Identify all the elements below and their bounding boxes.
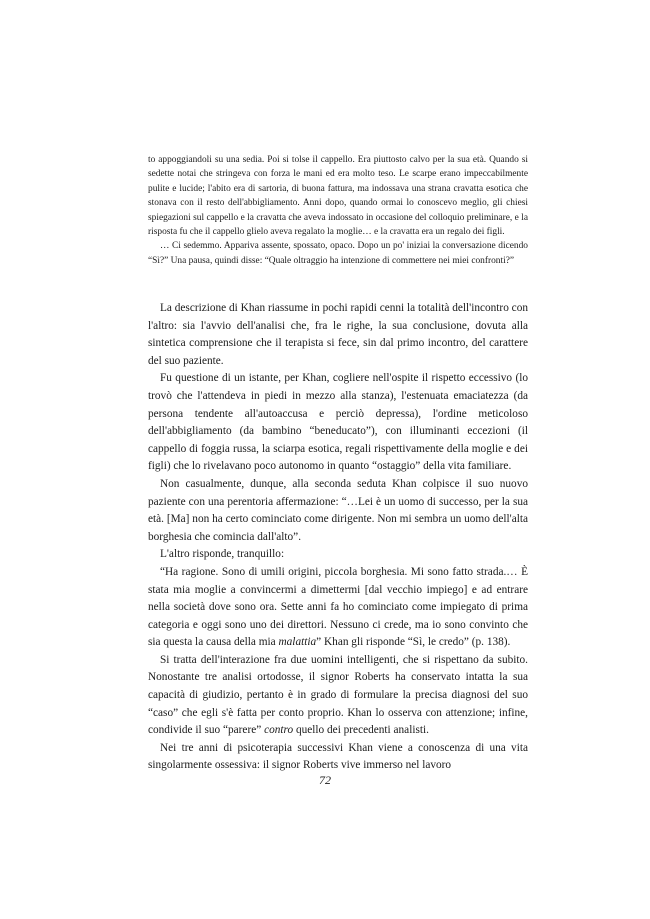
body-paragraph-7: Nei tre anni di psicoterapia successivi Khan viene a conoscenza di una vita singolarmente ossessiva: il signor Roberts vive immerso nel lavoro (148, 741, 528, 772)
body-paragraph-2: Fu questione di un istante, per Khan, cogliere nell'ospite il rispetto eccessivo (lo trovò che l'attendeva in piedi in mezzo alla stanza), l'estenuata emaciatezza (da persona tendente all'autoaccusa e perciò depressa), l'ordine meticoloso dell'abbigliamento (da bambino “beneducato”), con illuminanti eccezioni (il cappello di foggia russa, la sciarpa esotica, regali rispettivamente della moglie e dei figli) che lo rivelavano poco autonomo in quanto “ostaggio” della vita familiare. (148, 372, 528, 473)
page-number: 72 (319, 773, 331, 787)
emphasis-malattia: malattia (278, 636, 317, 649)
body-paragraph-6 (148, 652, 528, 740)
main-text (148, 300, 528, 775)
body-paragraph-6-end: quello dei precedenti analisti. (293, 724, 429, 737)
quote-paragraph-2: … Ci sedemmo. Appariva assente, spossato, opaco. Dopo un po' iniziai la conversazione dicendo “Sì?” Una pausa, quindi disse: “Quale oltraggio ha intenzione di commettere nei miei confronti?” (148, 241, 528, 266)
quoted-excerpt (148, 153, 528, 268)
body-paragraph-4: L'altro risponde, tranquillo: (160, 548, 285, 561)
body-paragraph-5 (148, 564, 528, 652)
body-paragraph-3: Non casualmente, dunque, alla seconda seduta Khan colpisce il suo nuovo paziente con una perentoria affermazione: “…Lei è un uomo di successo, per la sua età. [Ma] non ha certo cominciato come dirigente. Non mi sembra un uomo dell'alta borghesia che comincia dall'alto”. (148, 477, 528, 543)
quote-paragraph-1: to appoggiandoli su una sedia. Poi si tolse il cappello. Era piuttosto calvo per la sua età. Quando si sedette notai che stringeva con forza le mani ed era molto teso. Le scarpe erano impeccabilmente pulite e lucide; l'abito era di sartoria, di buona fattura, ma indossava una strana cravatta esotica che stonava con il resto dell'abbigliamento. Anni dopo, quando ormai lo conoscevo meglio, gli chiesi spiegazioni sul cappello e la cravatta che aveva indossato in occasione del colloquio preliminare, e la risposta fu che il cappello glielo aveva regalato la moglie… e la cravatta era un regalo dei figli. (148, 155, 528, 238)
body-paragraph-1: La descrizione di Khan riassume in pochi rapidi cenni la totalità dell'incontro con l'altro: sia l'avvio dell'analisi che, fra le righe, la sua conclusione, dovuta alla sintetica comprensione che il terapista si fece, sin dal primo incontro, del carattere del suo paziente. (148, 302, 528, 367)
body-paragraph-5-end: ” Khan gli risponde “Sì, le credo” (p. 138). (316, 636, 511, 649)
body-paragraph-6-text: Si tratta dell'interazione fra due uomini intelligenti, che si rispettano da subito. Nonostante tre analisi ortodosse, il signor Roberts ha conservato intatta la sua capacità di giudizio, pertanto è in grado di formulare la precisa diagnosi del suo “caso” che egli s'è fatta per conto proprio. Khan lo osserva con attenzione; infine, condivide il suo “parere” (148, 653, 528, 737)
body-paragraph-5-text: “Ha ragione. Sono di umili origini, piccola borghesia. Mi sono fatto strada.… È stata mia moglie a convincermi a dimettermi [dal vecchio impiego] e ad entrare nella società dove sono ora. Sette anni fa ho cominciato come impiegato di prima categoria e oggi sono uno dei direttori. Nessuno ci crede, ma io sono convinto che sia questa la causa della mia (148, 565, 528, 649)
emphasis-contro: contro (264, 724, 294, 737)
